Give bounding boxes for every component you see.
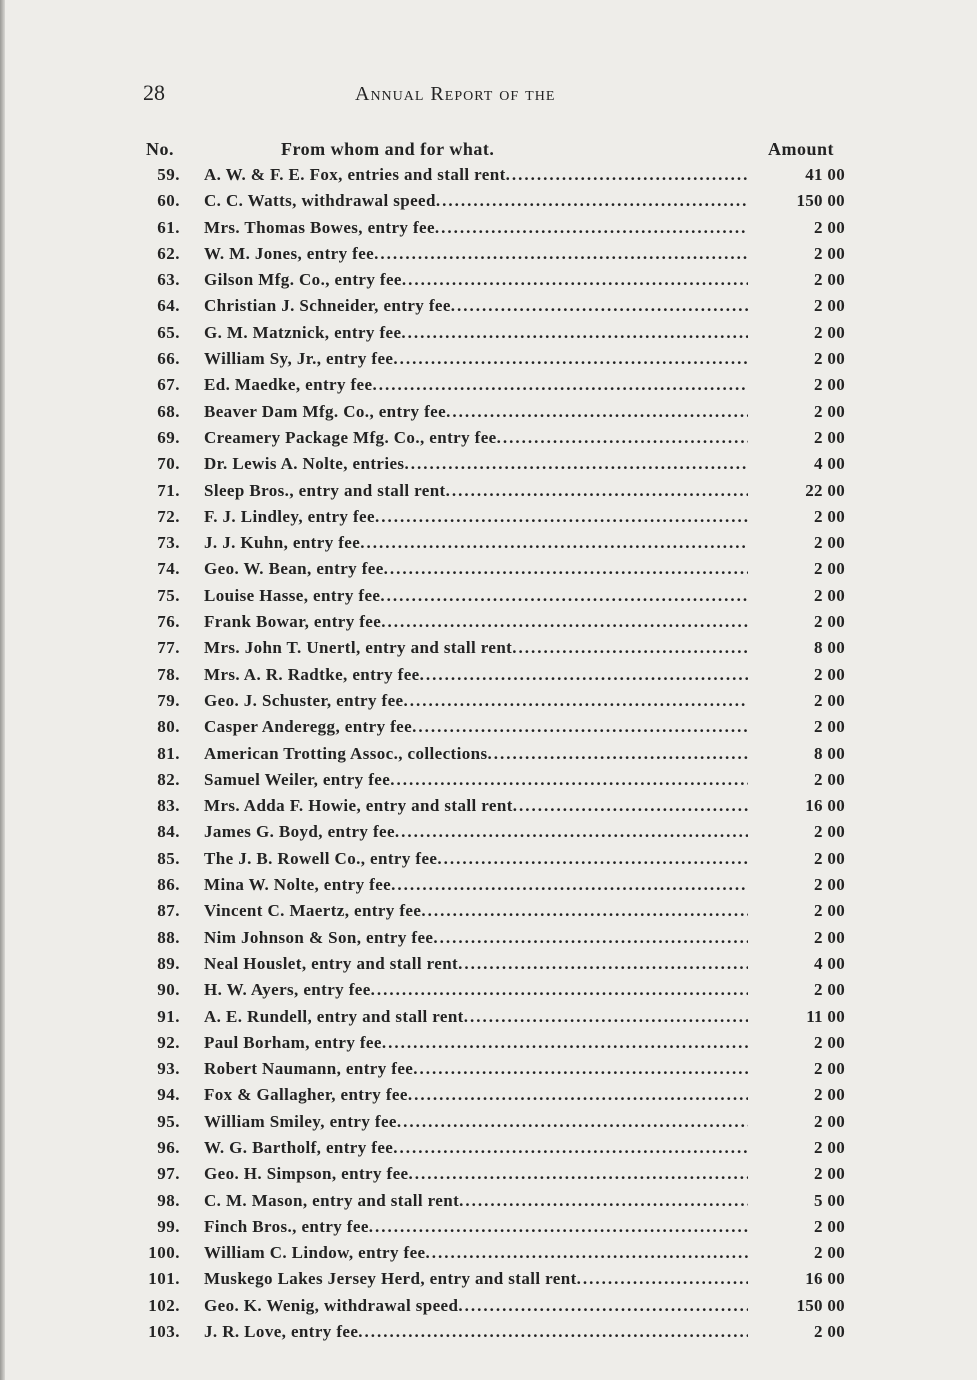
entry-description-text: F. J. Lindley, entry fee [204, 506, 375, 526]
entry-amount: 4 00 [814, 454, 845, 474]
entry-description [204, 1191, 748, 1211]
entry-description-text: C. M. Mason, entry and stall rent [204, 1190, 460, 1210]
entry-amount: 2 00 [814, 401, 845, 421]
entry-amount: 2 00 [814, 901, 845, 921]
table-row [0, 1322, 977, 1348]
entry-description-text: H. W. Ayers, entry fee [204, 980, 371, 1000]
leader-dots [382, 1033, 748, 1052]
entry-number: 78. [157, 664, 180, 684]
entry-description [204, 323, 748, 343]
entry-description [204, 1217, 748, 1237]
entry-amount: 2 00 [814, 690, 845, 710]
entry-description [204, 1138, 748, 1158]
entry-amount: 41 00 [805, 165, 845, 184]
entry-description [204, 1033, 748, 1053]
entry-amount: 2 00 [814, 1243, 845, 1263]
table-row [0, 612, 977, 638]
entry-number: 62. [157, 243, 180, 263]
entry-description-text: Mrs. John T. Unertl, entry and stall rent [204, 638, 513, 658]
entry-number: 97. [157, 1164, 180, 1184]
table-row [0, 533, 977, 559]
entry-amount: 2 00 [814, 717, 845, 737]
entry-description [204, 270, 748, 290]
entry-description-text: Beaver Dam Mfg. Co., entry fee [204, 401, 447, 421]
entry-description-text: Geo. W. Bean, entry fee [204, 559, 384, 579]
entry-number: 75. [157, 585, 180, 605]
entry-description-text: Dr. Lewis A. Nolte, entries [204, 454, 405, 474]
table-row [0, 1007, 977, 1033]
table-row [0, 849, 977, 875]
entry-description-text: W. G. Bartholf, entry fee [204, 1137, 394, 1157]
entry-description-text: Vincent C. Maertz, entry fee [204, 901, 422, 921]
entry-number: 66. [157, 349, 180, 369]
entry-amount: 2 00 [814, 1137, 845, 1157]
entry-description [204, 901, 748, 921]
entry-amount: 2 00 [814, 1111, 845, 1131]
entry-number: 71. [157, 480, 180, 500]
entry-description [204, 218, 748, 238]
entry-amount: 2 00 [814, 980, 845, 1000]
entry-amount: 8 00 [814, 638, 845, 658]
table-row [0, 1269, 977, 1295]
entry-description [204, 612, 748, 632]
entry-description [204, 349, 748, 369]
leader-dots [369, 1217, 748, 1236]
table-row [0, 1217, 977, 1243]
leader-dots [372, 375, 748, 394]
leader-dots [412, 717, 748, 736]
entry-description [204, 454, 748, 474]
entry-number: 79. [157, 690, 180, 710]
entry-description-text: Finch Bros., entry fee [204, 1216, 369, 1236]
entry-description-text: W. M. Jones, entry fee [204, 243, 375, 263]
table-row [0, 875, 977, 901]
leader-dots [395, 822, 748, 841]
table-row [0, 1243, 977, 1269]
entry-number: 77. [157, 638, 180, 658]
entry-description [204, 849, 748, 869]
entry-amount: 4 00 [814, 953, 845, 973]
entry-number: 101. [148, 1269, 180, 1289]
header-amount: Amount [768, 139, 835, 159]
table-row [0, 822, 977, 848]
entry-number: 72. [157, 506, 180, 526]
entry-description [204, 428, 748, 448]
entry-number: 80. [157, 717, 180, 737]
entry-description [204, 822, 748, 842]
table-row [0, 980, 977, 1006]
entry-number: 84. [157, 822, 180, 842]
leader-dots [446, 402, 748, 421]
table-row [0, 770, 977, 796]
entry-number: 83. [157, 796, 180, 816]
entry-amount: 16 00 [805, 1269, 845, 1289]
entry-description [204, 402, 748, 422]
entry-description [204, 1269, 748, 1289]
entry-description-text: Geo. K. Wenig, withdrawal speed [204, 1295, 459, 1315]
table-row [0, 796, 977, 822]
entry-number: 61. [157, 217, 180, 237]
leader-dots [421, 901, 748, 920]
entry-description-text: C. C. Watts, withdrawal speed [204, 191, 436, 211]
entry-description-text: Muskego Lakes Jersey Herd, entry and stall rent [204, 1269, 577, 1289]
entry-description-text: Frank Bowar, entry fee [204, 612, 382, 632]
leader-dots [512, 638, 748, 657]
table-row [0, 165, 977, 191]
leader-dots [402, 270, 748, 289]
entry-description-text: G. M. Matznick, entry fee [204, 322, 402, 342]
table-row [0, 507, 977, 533]
entry-description-text: Mrs. A. R. Radtke, entry fee [204, 664, 420, 684]
leader-dots [390, 770, 748, 789]
entry-description [204, 165, 748, 185]
table-row [0, 665, 977, 691]
leader-dots [404, 454, 748, 473]
entry-description [204, 559, 748, 579]
entry-description [204, 1007, 748, 1027]
entry-number: 74. [157, 559, 180, 579]
leader-dots [458, 1296, 748, 1315]
leader-dots [384, 559, 748, 578]
header-description: From whom and for what. [281, 139, 495, 159]
entry-amount: 2 00 [814, 1322, 845, 1342]
table-row [0, 1033, 977, 1059]
entry-description [204, 1164, 748, 1184]
table-row [0, 1138, 977, 1164]
entry-description-text: William C. Lindow, entry fee [204, 1243, 426, 1263]
entry-number: 65. [157, 322, 180, 342]
entry-number: 87. [157, 901, 180, 921]
entry-description-text: Mrs. Thomas Bowes, entry fee [204, 217, 435, 237]
leader-dots [464, 1007, 748, 1026]
table-row [0, 1191, 977, 1217]
entry-amount: 2 00 [814, 1085, 845, 1105]
table-row [0, 402, 977, 428]
entry-number: 64. [157, 296, 180, 316]
entry-amount: 2 00 [814, 769, 845, 789]
leader-dots [577, 1269, 748, 1288]
entry-description-text: William Sy, Jr., entry fee [204, 349, 394, 369]
entry-description-text: J. R. Love, entry fee [204, 1322, 359, 1342]
entry-description-text: William Smiley, entry fee [204, 1111, 397, 1131]
entry-description [204, 875, 748, 895]
entry-description-text: A. W. & F. E. Fox, entries and stall rent [204, 165, 506, 184]
leader-dots [404, 691, 749, 710]
table-row [0, 691, 977, 717]
leader-dots [393, 349, 748, 368]
leader-dots [435, 218, 748, 237]
table-row [0, 1059, 977, 1085]
entry-description-text: Gilson Mfg. Co., entry fee [204, 270, 402, 290]
entry-amount: 2 00 [814, 533, 845, 553]
leader-dots [506, 165, 748, 184]
entry-number: 81. [157, 743, 180, 763]
entry-description-text: Nim Johnson & Son, entry fee [204, 927, 434, 947]
table-row [0, 270, 977, 296]
entry-description [204, 296, 748, 316]
entry-amount: 2 00 [814, 875, 845, 895]
entry-number: 82. [157, 769, 180, 789]
entry-description-text: Sleep Bros., entry and stall rent [204, 480, 446, 500]
entry-amount: 2 00 [814, 349, 845, 369]
leader-dots [408, 1164, 748, 1183]
entry-number: 69. [157, 427, 180, 447]
entry-number: 73. [157, 533, 180, 553]
table-row [0, 218, 977, 244]
leader-dots [426, 1243, 749, 1262]
entry-description [204, 717, 748, 737]
entry-amount: 2 00 [814, 1164, 845, 1184]
entry-amount: 2 00 [814, 1216, 845, 1236]
table-row [0, 928, 977, 954]
leader-dots [437, 849, 748, 868]
entry-number: 90. [157, 980, 180, 1000]
entry-number: 91. [157, 1006, 180, 1026]
leader-dots [433, 928, 748, 947]
entry-amount: 150 00 [796, 1295, 845, 1315]
entry-description-text: Casper Anderegg, entry fee [204, 717, 413, 737]
entry-description [204, 638, 748, 658]
table-row [0, 1296, 977, 1322]
leader-dots [375, 507, 748, 526]
leader-dots [380, 586, 748, 605]
entry-description [204, 586, 748, 606]
entry-amount: 2 00 [814, 1032, 845, 1052]
entry-description [204, 375, 748, 395]
entry-amount: 2 00 [814, 427, 845, 447]
entry-number: 70. [157, 454, 180, 474]
entry-amount: 2 00 [814, 296, 845, 316]
entry-amount: 150 00 [796, 191, 845, 211]
entry-description [204, 244, 748, 264]
leader-dots [393, 1138, 748, 1157]
table-row [0, 481, 977, 507]
entries-table [0, 165, 977, 1348]
leader-dots [420, 665, 748, 684]
entry-description-text: J. J. Kuhn, entry fee [204, 533, 361, 553]
leader-dots [358, 1322, 748, 1341]
leader-dots [401, 323, 748, 342]
entry-number: 103. [148, 1322, 180, 1342]
entry-amount: 2 00 [814, 612, 845, 632]
entry-amount: 2 00 [814, 506, 845, 526]
leader-dots [436, 191, 748, 210]
entry-number: 93. [157, 1059, 180, 1079]
table-row [0, 901, 977, 927]
table-row [0, 586, 977, 612]
table-row [0, 296, 977, 322]
leader-dots [487, 744, 748, 763]
entry-amount: 2 00 [814, 322, 845, 342]
entry-description-text: Neal Houslet, entry and stall rent [204, 953, 459, 973]
entry-number: 85. [157, 848, 180, 868]
table-row [0, 375, 977, 401]
leader-dots [408, 1085, 748, 1104]
entry-number: 68. [157, 401, 180, 421]
entry-number: 92. [157, 1032, 180, 1052]
entry-description-text: Ed. Maedke, entry fee [204, 375, 373, 395]
entry-number: 86. [157, 875, 180, 895]
table-row [0, 454, 977, 480]
entry-description-text: The J. B. Rowell Co., entry fee [204, 848, 438, 868]
entry-number: 95. [157, 1111, 180, 1131]
entry-number: 96. [157, 1137, 180, 1157]
entry-description [204, 954, 748, 974]
entry-description [204, 1243, 748, 1263]
entry-number: 60. [157, 191, 180, 211]
entry-amount: 2 00 [814, 664, 845, 684]
running-head: Annual Report of the [355, 83, 556, 105]
entry-number: 88. [157, 927, 180, 947]
entry-description-text: Robert Naumann, entry fee [204, 1059, 414, 1079]
entry-amount: 2 00 [814, 375, 845, 395]
entry-description-text: Fox & Gallagher, entry fee [204, 1085, 408, 1105]
table-row [0, 638, 977, 664]
entry-description [204, 1112, 748, 1132]
entry-description-text: Creamery Package Mfg. Co., entry fee [204, 427, 497, 447]
entry-description [204, 980, 748, 1000]
table-row [0, 1112, 977, 1138]
entry-description [204, 507, 748, 527]
entry-description-text: Samuel Weiler, entry fee [204, 769, 391, 789]
entry-amount: 22 00 [805, 480, 845, 500]
table-row [0, 717, 977, 743]
entry-description-text: Geo. H. Simpson, entry fee [204, 1164, 409, 1184]
entry-number: 67. [157, 375, 180, 395]
entry-description [204, 1296, 748, 1316]
entry-description-text: American Trotting Assoc., collections [204, 743, 488, 763]
table-row [0, 744, 977, 770]
entry-description [204, 1322, 748, 1342]
entry-amount: 11 00 [806, 1006, 845, 1026]
entry-amount: 16 00 [805, 796, 845, 816]
leader-dots [459, 1191, 748, 1210]
leader-dots [397, 1112, 748, 1131]
table-row [0, 1085, 977, 1111]
table-row [0, 191, 977, 217]
entry-description-text: A. E. Rundell, entry and stall rent [204, 1006, 464, 1026]
entry-description [204, 1059, 748, 1079]
leader-dots [458, 954, 748, 973]
table-row [0, 559, 977, 585]
entry-number: 63. [157, 270, 180, 290]
table-row [0, 1164, 977, 1190]
leader-dots [360, 533, 748, 552]
entry-description [204, 928, 748, 948]
column-headers [0, 139, 977, 163]
table-row [0, 244, 977, 270]
entry-amount: 2 00 [814, 1059, 845, 1079]
entry-description-text: Louise Hasse, entry fee [204, 585, 381, 605]
entry-amount: 2 00 [814, 848, 845, 868]
leader-dots [371, 980, 748, 999]
entry-amount: 2 00 [814, 243, 845, 263]
entry-description-text: Paul Borham, entry fee [204, 1032, 382, 1052]
entry-amount: 2 00 [814, 270, 845, 290]
entry-number: 99. [157, 1216, 180, 1236]
entry-amount: 2 00 [814, 927, 845, 947]
entry-description-text: Mina W. Nolte, entry fee [204, 875, 392, 895]
table-row [0, 954, 977, 980]
entry-amount: 5 00 [814, 1190, 845, 1210]
entry-description-text: James G. Boyd, entry fee [204, 822, 395, 842]
entry-amount: 2 00 [814, 559, 845, 579]
leader-dots [391, 875, 748, 894]
entry-description-text: Geo. J. Schuster, entry fee [204, 690, 404, 710]
page-number: 28 [143, 80, 165, 105]
leader-dots [497, 428, 748, 447]
entry-description [204, 191, 748, 211]
entry-number: 100. [148, 1243, 180, 1263]
entry-description-text: Christian J. Schneider, entry fee [204, 296, 451, 316]
entry-description [204, 1085, 748, 1105]
entry-amount: 2 00 [814, 585, 845, 605]
entry-number: 102. [148, 1295, 180, 1315]
entry-number: 89. [157, 953, 180, 973]
entry-description [204, 533, 748, 553]
leader-dots [374, 244, 748, 263]
table-row [0, 349, 977, 375]
entry-description [204, 796, 748, 816]
leader-dots [381, 612, 748, 631]
entry-description [204, 665, 748, 685]
entry-description [204, 744, 748, 764]
entry-number: 98. [157, 1190, 180, 1210]
entry-description [204, 691, 748, 711]
leader-dots [451, 296, 748, 315]
leader-dots [513, 796, 748, 815]
entry-amount: 2 00 [814, 822, 845, 842]
entry-description-text: Mrs. Adda F. Howie, entry and stall rent [204, 796, 513, 816]
entry-number: 76. [157, 612, 180, 632]
header-no: No. [146, 139, 174, 159]
table-row [0, 323, 977, 349]
table-row [0, 428, 977, 454]
entry-number: 59. [157, 165, 180, 184]
entry-amount: 8 00 [814, 743, 845, 763]
entry-number: 94. [157, 1085, 180, 1105]
entry-amount: 2 00 [814, 217, 845, 237]
entry-description [204, 481, 748, 501]
entry-description [204, 770, 748, 790]
leader-dots [413, 1059, 748, 1078]
leader-dots [446, 481, 748, 500]
